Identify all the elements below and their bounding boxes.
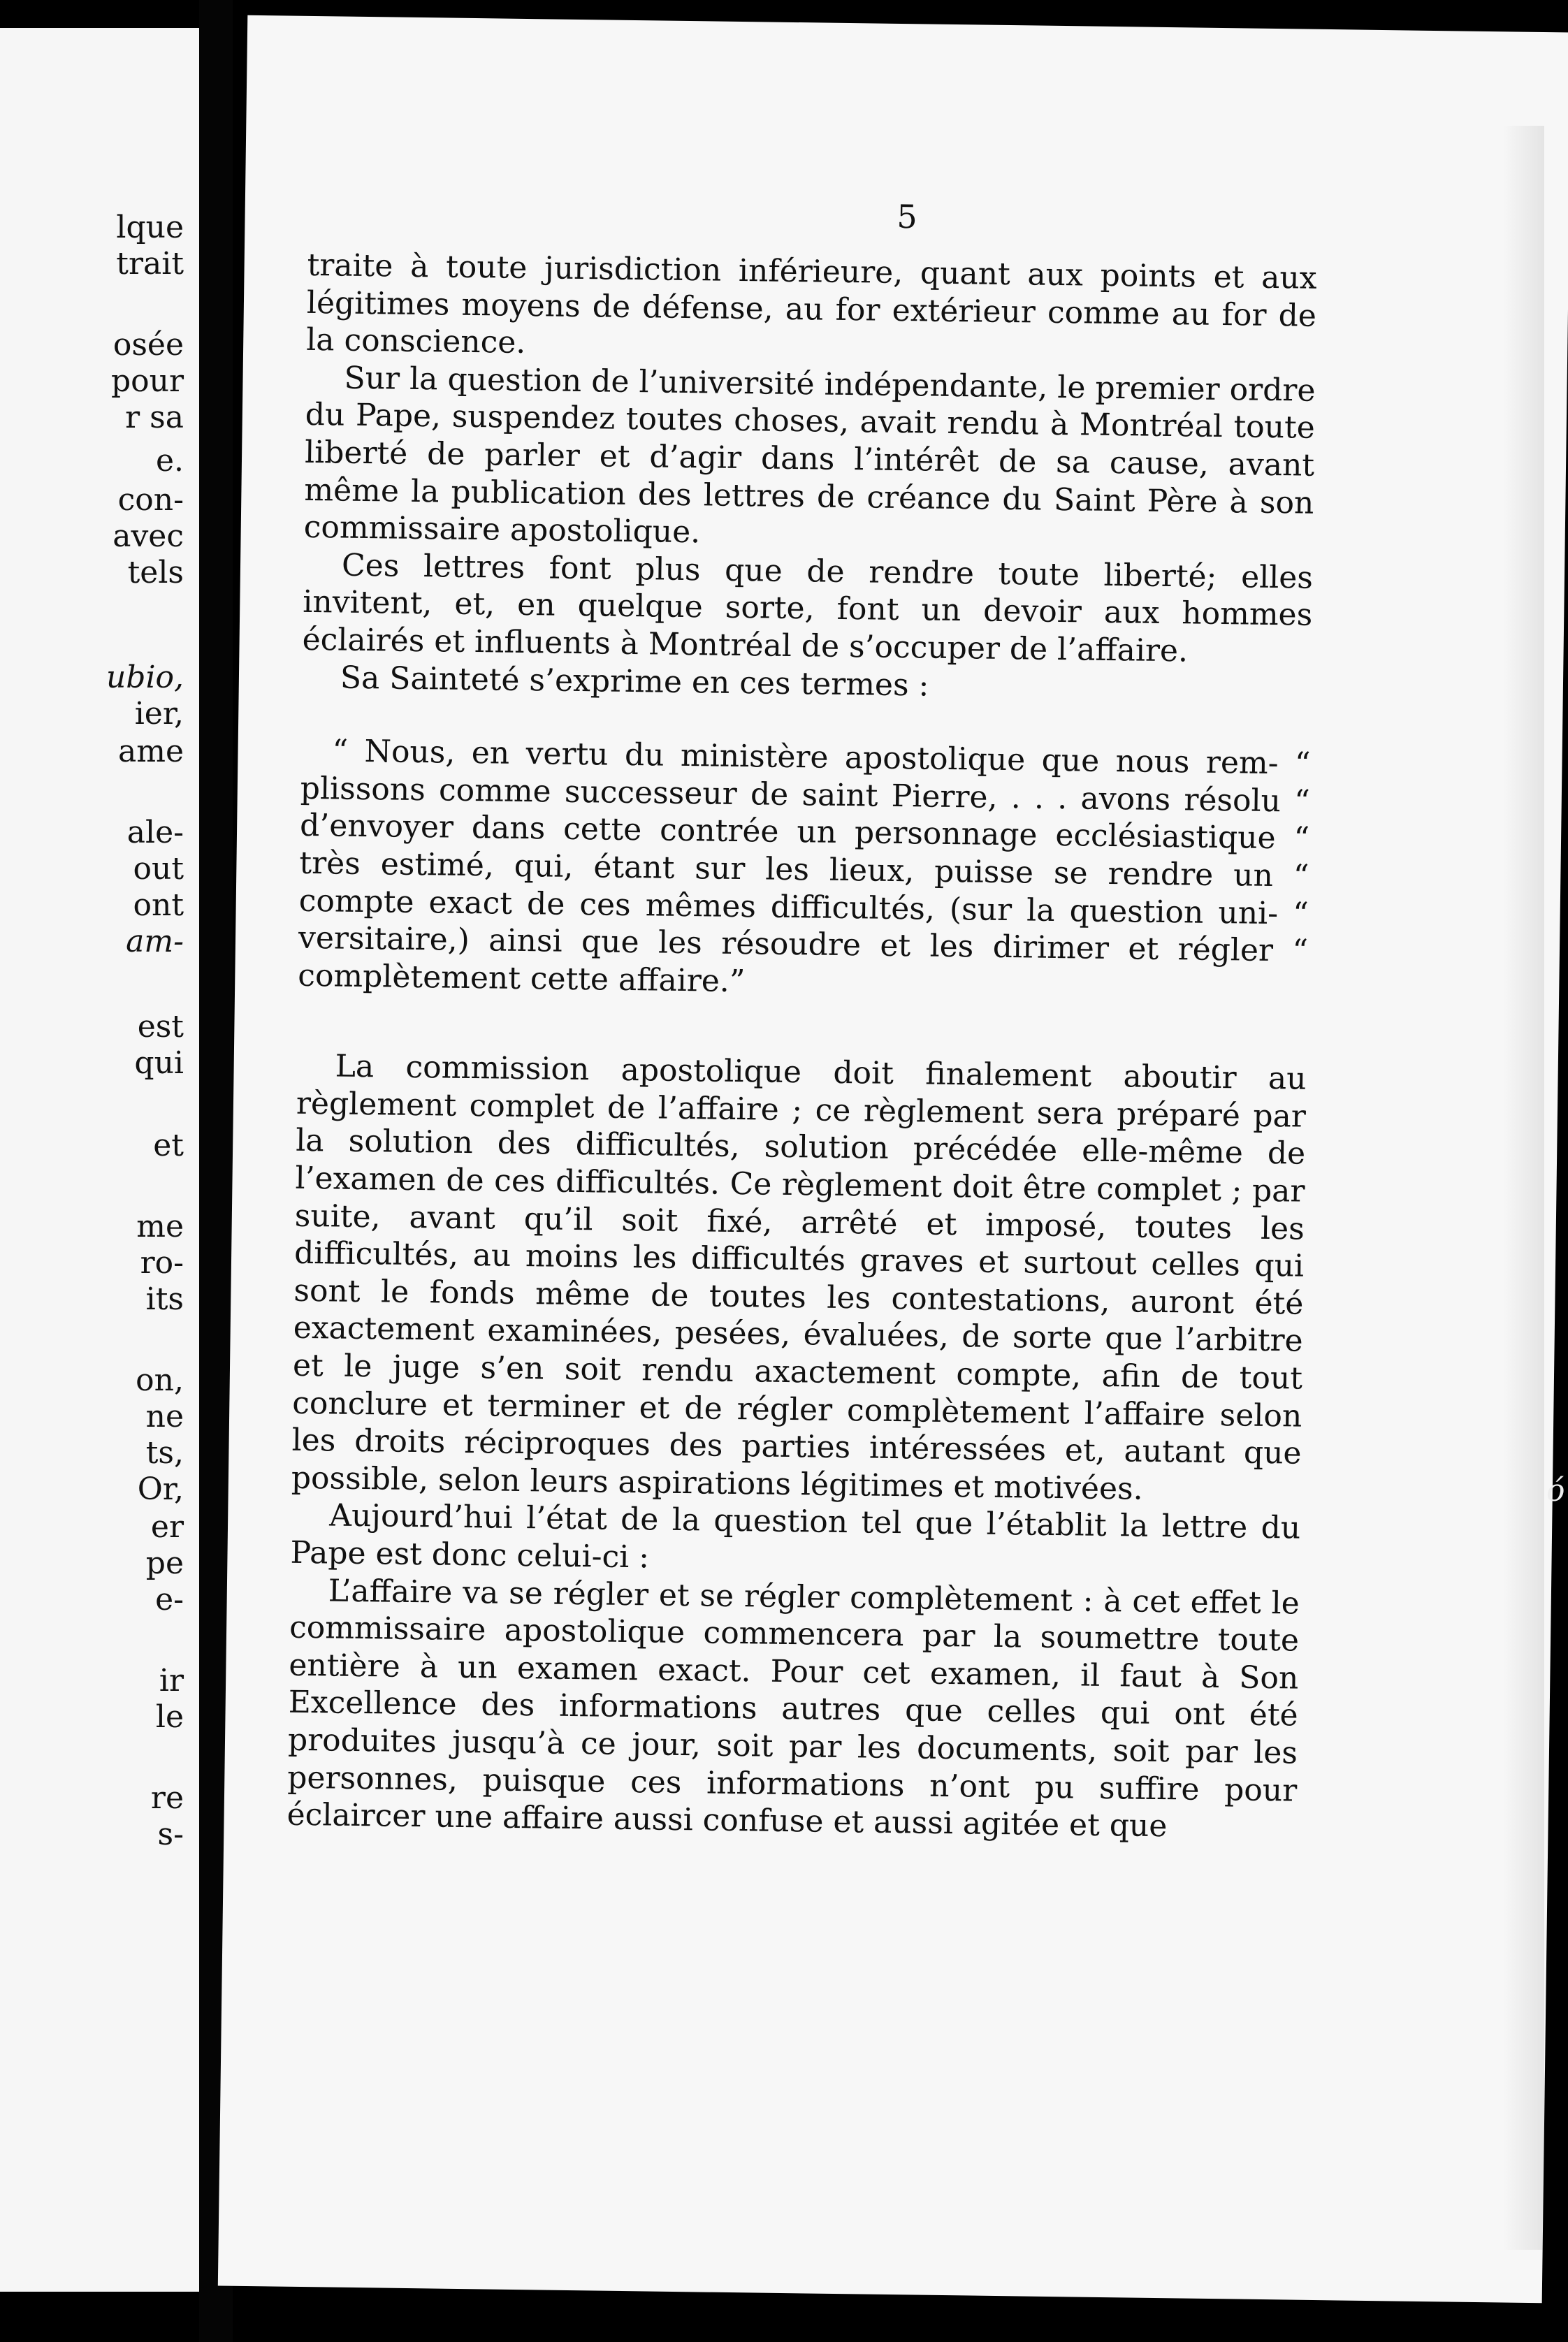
left-page-fragment: ont bbox=[133, 887, 184, 923]
left-page-fragment: out bbox=[133, 851, 184, 887]
paragraph: Sur la question de l’université indépendante, le premier ordre du Pape, suspendez toutes choses, avait rendu à Montréal toute liberté de parler et d’agir dans l’intérêt de sa cause, avant même la publication des lettres de créance du Saint Père à son commissaire apostolique. bbox=[303, 360, 1316, 551]
paragraph: Sa Sainteté s’exprime en ces termes : bbox=[340, 660, 929, 704]
paragraph: La commission apostolique doit finalement aboutir au règlement complet de l’affaire ; ce règlement sera préparé par la solution des difficultés, solution précédée elle-même de l’examen de ces difficultés. Ce règlement doit être complet ; par suite, avant qu’il soit fixé, arrêté et imposé, toutes les difficultés, au moins les difficultés graves et surtout celles qui sont le fonds même de toutes les contestations, auront été exactement examinées, pesées, évaluées, de sorte que l’arbitre et le juge s’en soit rendu axactement compte, afin de tout conclure et terminer et de régler complètement l’affaire selon les droits réciproques des parties intéressées et, autant que possible, selon leurs aspirations légitimes et motivées. bbox=[291, 1048, 1307, 1507]
document-page bbox=[218, 15, 1568, 2304]
page-number: 5 bbox=[896, 197, 918, 236]
left-page-fragment: me bbox=[136, 1209, 184, 1244]
left-page-fragment: re bbox=[150, 1780, 184, 1816]
page-body-text bbox=[286, 247, 1317, 1847]
left-page-fragment: et bbox=[153, 1128, 184, 1163]
left-page-fragment: Or, bbox=[137, 1471, 184, 1507]
left-page-fragment: ale- bbox=[126, 815, 184, 850]
left-page-fragment: on, bbox=[136, 1362, 184, 1398]
left-page-fragment: osée bbox=[112, 327, 184, 363]
paragraph: traite à toute jurisdiction inférieure, quant aux points et aux légitimes moyens de défense, au for extérieur comme au for de la conscience. bbox=[305, 247, 1317, 361]
page-edge-shadow bbox=[1502, 126, 1544, 2250]
left-page-fragment: er bbox=[150, 1509, 184, 1545]
paragraph: L’affaire va se régler et se régler complètement : à cet effet le commissaire apostolique commencera par la soumettre toute entière à un examen exact. Pour cet examen, il faut à Son Excellence des informations autres que celles qui ont été produites jusqu’à ce jour, soit par les documents, soit par les personnes, puisque ces informations n’ont pu suffire pour éclaircer une affaire aussi confuse et aussi agitée et que bbox=[286, 1573, 1300, 1845]
left-page-fragment: con- bbox=[117, 482, 184, 518]
left-page-fragment: ame bbox=[118, 734, 184, 769]
left-page-fragment: est bbox=[137, 1009, 184, 1045]
left-page-fragment: ts, bbox=[145, 1435, 184, 1471]
papal-quotation: “ Nous, en vertu du ministère apostolique que nous rem- “ plissons comme successeur de saint Pierre, . . . avons résolu “ d’envoyer dans cette contrée un personnage ecclésiastique “ très estimé, qui, étant sur les lieux, puisse se rendre un “ compte exact de ces mêmes difficultés, (sur la question uni- “ versitaire,) ainsi que les résoudre et les dirimer et régler “ complètement cette affaire.” bbox=[298, 733, 1311, 999]
left-page-fragment: qui bbox=[134, 1045, 184, 1081]
left-page-fragment: pe bbox=[145, 1545, 184, 1581]
left-page-edge bbox=[0, 28, 199, 2292]
left-page-fragment: e. bbox=[155, 443, 184, 479]
left-page-fragment: trait bbox=[116, 246, 184, 282]
left-page-fragment: le bbox=[155, 1699, 184, 1735]
left-page-fragment: ubio, bbox=[106, 660, 184, 695]
left-page-fragment: pour bbox=[110, 363, 184, 399]
left-page-fragment: e- bbox=[155, 1582, 184, 1617]
left-page-fragment: its bbox=[145, 1281, 184, 1317]
left-page-fragment: lque bbox=[116, 210, 184, 245]
left-page-fragment: ier, bbox=[134, 696, 184, 732]
left-page-fragment: ne bbox=[145, 1399, 184, 1434]
paragraph: Aujourd’hui l’état de la question tel que l’établit la lettre du Pape est donc celui-ci : bbox=[290, 1497, 1301, 1576]
left-page-fragment: r sa bbox=[125, 400, 184, 435]
left-page-fragment: avec bbox=[112, 518, 184, 554]
left-page-fragment: tels bbox=[127, 555, 184, 590]
paragraph: Ces lettres font plus que de rendre toute liberté; elles invitent, et, en quelque sorte, font un devoir aux hommes éclairés et influents à Montréal de s’occuper de l’affaire. bbox=[302, 547, 1314, 669]
left-page-fragment: am- bbox=[126, 924, 184, 959]
left-page-fragment: ro- bbox=[140, 1245, 184, 1281]
left-page-fragment: s- bbox=[157, 1817, 184, 1852]
left-page-fragment: ir bbox=[159, 1663, 184, 1699]
margin-edge-mark: ó bbox=[1546, 1473, 1565, 1508]
